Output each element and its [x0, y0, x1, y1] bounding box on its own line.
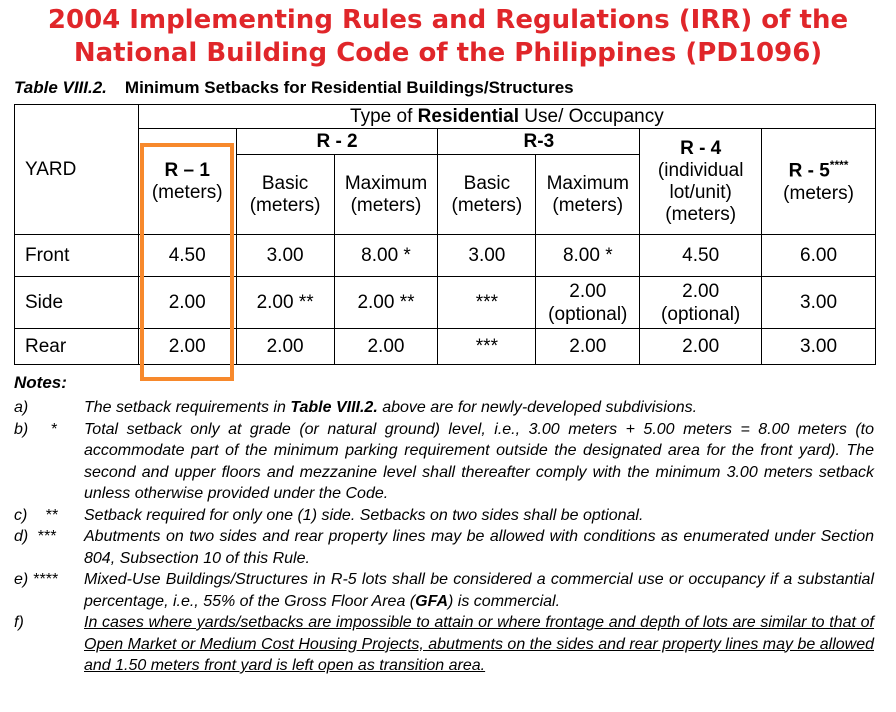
header-r3: R-3: [438, 129, 640, 155]
cell-r3-max: 2.00: [536, 329, 640, 365]
cell-r3-basic: ***: [438, 277, 536, 329]
table-title: Minimum Setbacks for Residential Buildings/Structures: [124, 78, 574, 97]
note-d: d) *** Abutments on two sides and rear property lines may be allowed with conditions as enumerated under Section 804, Subsection 10 of this Rule.: [14, 528, 874, 567]
cell-r2-max: 8.00 *: [334, 235, 438, 277]
cell-r5: 3.00: [762, 329, 876, 365]
cell-r4: 2.00: [640, 329, 762, 365]
document-title: [0, 0, 896, 70]
notes-heading: Notes:: [14, 373, 67, 392]
note-f: f) In cases where yards/setbacks are impossible to attain or where frontage and depth of lots are similar to that of Open Market or Medium Cost Housing Projects, abutments on the sides and rear property lines may be allowed and 1.50 meters front yard is left open as transition area.: [14, 614, 874, 674]
header-type-of-occupancy: Type of Residential Use/ Occupancy: [138, 105, 875, 129]
note-e: e) **** Mixed-Use Buildings/Structures in R-5 lots shall be considered a commercial use or occupancy if a substantial percentage, i.e., 55% of the Gross Floor Area (GFA) is commercial.: [14, 571, 874, 610]
header-r2-maximum: Maximum (meters): [334, 155, 438, 235]
header-r4: R - 4 (individual lot/unit) (meters): [640, 129, 762, 235]
header-r2-basic: Basic (meters): [236, 155, 334, 235]
cell-r1: 2.00: [138, 329, 236, 365]
cell-r3-max: 8.00 *: [536, 235, 640, 277]
header-r3-maximum: Maximum (meters): [536, 155, 640, 235]
header-r1: R – 1 (meters): [138, 129, 236, 235]
cell-r2-basic: 3.00: [236, 235, 334, 277]
cell-yard: Rear: [15, 329, 139, 365]
cell-r4: 2.00 (optional): [640, 277, 762, 329]
cell-r1: 2.00: [138, 277, 236, 329]
cell-r2-basic: 2.00 **: [236, 277, 334, 329]
table-caption: [14, 78, 574, 98]
cell-yard: Side: [15, 277, 139, 329]
cell-yard: Front: [15, 235, 139, 277]
note-b: b) * Total setback only at grade (or natural ground) level, i.e., 3.00 meters + 5.00 meters = 8.00 meters (to accommodate part of the minimum parking requirement outside the designated area for the front yard). The second and upper floors and mezzanine level shall thereafter comply with the minimum 3.00 meters setback unless otherwise provided under the Code.: [14, 420, 874, 502]
cell-r4: 4.50: [640, 235, 762, 277]
cell-r2-basic: 2.00: [236, 329, 334, 365]
title-line-2: National Building Code of the Philippines (PD1096): [73, 38, 823, 68]
header-r2: R - 2: [236, 129, 438, 155]
cell-r1: 4.50: [138, 235, 236, 277]
cell-r2-max: 2.00 **: [334, 277, 438, 329]
header-r5: R - 5**** (meters): [762, 129, 876, 235]
header-yard: YARD: [15, 105, 139, 235]
note-a: a) The setback requirements in Table VIII.2. above are for newly-developed subdivisions.: [14, 399, 698, 416]
cell-r3-basic: ***: [438, 329, 536, 365]
cell-r3-basic: 3.00: [438, 235, 536, 277]
table-number: Table VIII.2.: [14, 78, 107, 97]
title-line-1: 2004 Implementing Rules and Regulations (IRR) of the: [47, 5, 849, 35]
header-r3-basic: Basic (meters): [438, 155, 536, 235]
cell-r5: 6.00: [762, 235, 876, 277]
cell-r5: 3.00: [762, 277, 876, 329]
cell-r3-max: 2.00 (optional): [536, 277, 640, 329]
note-c: c) ** Setback required for only one (1) side. Setbacks on two sides shall be optional.: [14, 506, 644, 524]
cell-r2-max: 2.00: [334, 329, 438, 365]
r1-highlight-box: [140, 143, 234, 381]
notes-list: [14, 397, 874, 677]
